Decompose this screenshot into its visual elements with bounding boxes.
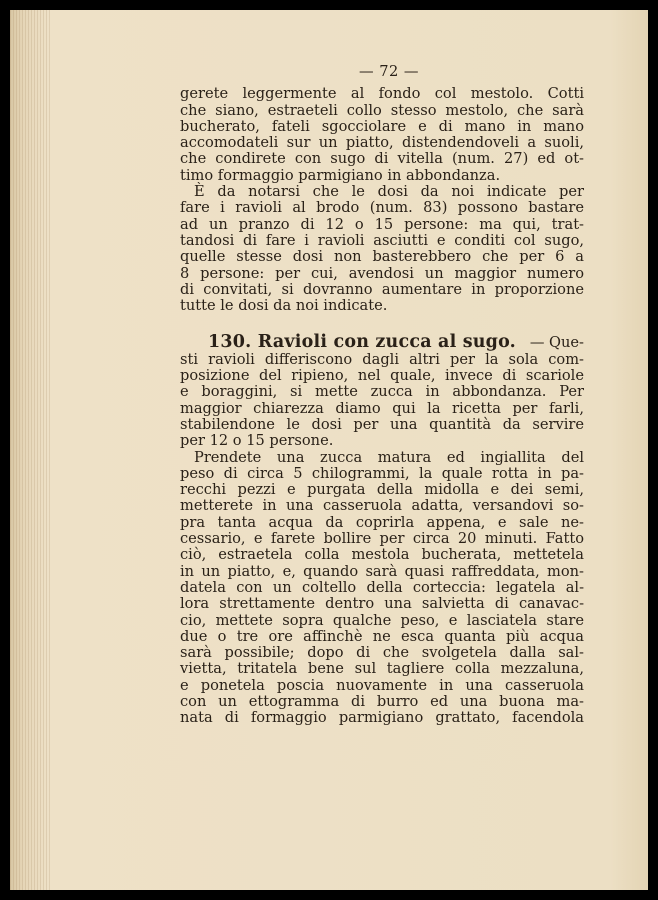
recipe-130 (180, 334, 584, 726)
text-line: posizione del ripieno, nel quale, invece di scariole (180, 367, 584, 385)
text-line: timo formaggio parmigiano in abbondanza. (180, 166, 501, 184)
text-line: e boraggini, si mette zucca in abbondanza. Per (180, 383, 584, 401)
recipe-title: 130. Ravioli con zucca al sugo. (208, 332, 516, 353)
text-line: cessario, e farete bollire per circa 20 minuti. Fatto (180, 530, 584, 548)
text-line: che condirete con sugo di vitella (num. 27) ed ot- (180, 150, 584, 168)
text-line: con un ettogramma di burro ed una buona ma- (180, 692, 584, 710)
text-line: che siano, estraeteli collo stesso mestolo, che sarà (180, 101, 584, 119)
text-line: Prendete una zucca matura ed ingiallita del (194, 448, 584, 466)
text-line: accomodateli sur un piatto, distendendoveli a suoli, (180, 134, 584, 152)
paragraph-1 (180, 86, 584, 184)
text-line: ciò, estraetela colla mestola bucherata, mettetela (180, 546, 584, 564)
text-line: datela con un coltello della corteccia: legatela al- (180, 578, 584, 596)
text-line: peso di circa 5 chilogrammi, la quale rotta in pa- (180, 464, 584, 482)
text-line: pra tanta acqua da coprirla appena, e sale ne- (180, 513, 584, 531)
text-line: gerete leggermente al fondo col mestolo. Cotti (180, 85, 584, 103)
text-line: due o tre ore affinchè ne esca quanta più acqua (180, 627, 584, 645)
text-line: fare i ravioli al brodo (num. 83) possono bastare (180, 199, 584, 217)
book-page (10, 10, 648, 890)
recipe-heading-line (180, 334, 584, 351)
text-line: tandosi di fare i ravioli asciutti e conditi col sugo, (180, 231, 584, 249)
section-spacer (180, 314, 584, 334)
text-line: sti ravioli differiscono dagli altri per la sola com- (180, 350, 584, 368)
text-line: bucherato, fateli sgocciolare e di mano in mano (180, 117, 584, 135)
text-line: stabilendone le dosi per una quantità da servire (180, 415, 584, 433)
paragraph-2 (180, 184, 584, 314)
text-line: maggior chiarezza diamo qui la ricetta per farli, (180, 399, 584, 417)
page-number: — 72 — (358, 63, 420, 80)
text-line: per 12 o 15 persone. (180, 432, 334, 450)
text-line: È da notarsi che le dosi da noi indicate per (194, 183, 584, 201)
text-line: sarà possibile; dopo di che svolgetela dalla sal- (180, 644, 584, 662)
text-line: quelle stesse dosi non basterebbero che per 6 a (180, 248, 584, 266)
text-line: di convitati, si dovranno aumentare in proporzione (180, 280, 584, 298)
text-line: 8 persone: per cui, avendosi un maggior numero (180, 264, 584, 282)
text-line: lora strettamente dentro una salvietta di canavac- (180, 595, 584, 613)
text-line: vietta, tritatela bene sul tagliere colla mezzaluna, (180, 660, 584, 678)
text-line: in un piatto, e, quando sarà quasi raffreddata, mon- (180, 562, 584, 580)
text-line: e ponetela poscia nuovamente in una casseruola (180, 676, 584, 694)
text-line: metterete in una casseruola adatta, versandovi so- (180, 497, 584, 515)
text-line: — Que- (529, 334, 584, 352)
text-line: cio, mettete sopra qualche peso, e lasciatela stare (180, 611, 584, 629)
text-line: nata di formaggio parmigiano grattato, facendola (180, 709, 584, 727)
text-line: recchi pezzi e purgata della midolla e dei semi, (180, 481, 584, 499)
page-text-block (180, 64, 584, 727)
page-edge-texture (10, 10, 50, 890)
text-line: tutte le dosi da noi indicate. (180, 297, 388, 315)
text-line: ad un pranzo di 12 o 15 persone: ma qui, trat- (180, 215, 584, 233)
